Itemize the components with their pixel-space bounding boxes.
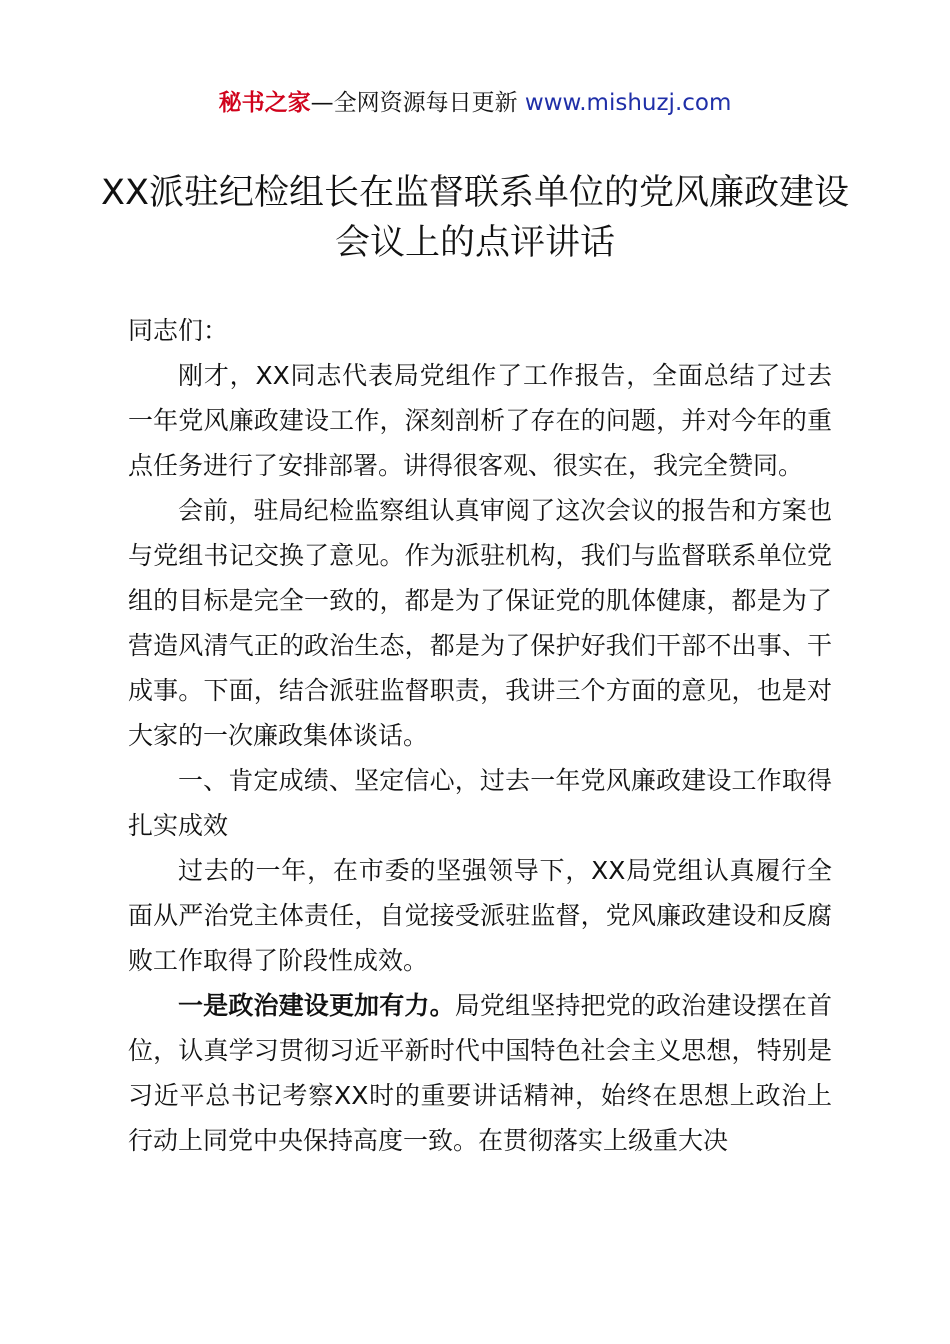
paragraph: 会前，驻局纪检监察组认真审阅了这次会议的报告和方案也与党组书记交换了意见。作为派驻机构，我们与监督联系单位党组的目标是完全一致的，都是为了保证党的肌体健康，都是为了营造风清气正的政治生态，都是为了保护好我们干部不出事、干成事。下面，结合派驻监督职责，我讲三个方面的意见，也是对大家的一次廉政集体谈话。: [128, 496, 832, 750]
paragraph: 刚才，XX同志代表局党组作了工作报告，全面总结了过去一年党风廉政建设工作，深刻剖析了存在的问题，并对今年的重点任务进行了安排部署。讲得很客观、很实在，我完全赞同。: [128, 361, 832, 480]
site-tagline: —全网资源每日更新: [310, 90, 518, 116]
site-url-link[interactable]: www.mishuzj.com: [524, 90, 732, 116]
document-body: [128, 308, 832, 1163]
section-heading: 一、肯定成绩、坚定信心，过去一年党风廉政建设工作取得扎实成效: [128, 766, 832, 840]
document-title: XX派驻纪检组长在监督联系单位的党风廉政建设会议上的点评讲话: [101, 173, 849, 263]
site-header: [0, 86, 950, 120]
greeting: 同志们：: [128, 316, 229, 345]
point-text: 局党组坚持把党的政治建设摆在首位，认真学习贯彻习近平新时代中国特色社会主义思想，特别是习近平总书记考察XX时的重要讲话精神，始终在思想上政治上行动上同党中央保持高度一致。在贯彻落实上级重大决: [128, 991, 832, 1155]
point-lead: 一是政治建设更加有力。: [178, 991, 455, 1020]
point-paragraph: [128, 983, 832, 1163]
paragraph: 过去的一年，在市委的坚强领导下，XX局党组认真履行全面从严治党主体责任，自觉接受派驻监督，党风廉政建设和反腐败工作取得了阶段性成效。: [128, 856, 832, 975]
site-brand: 秘书之家: [218, 90, 311, 116]
